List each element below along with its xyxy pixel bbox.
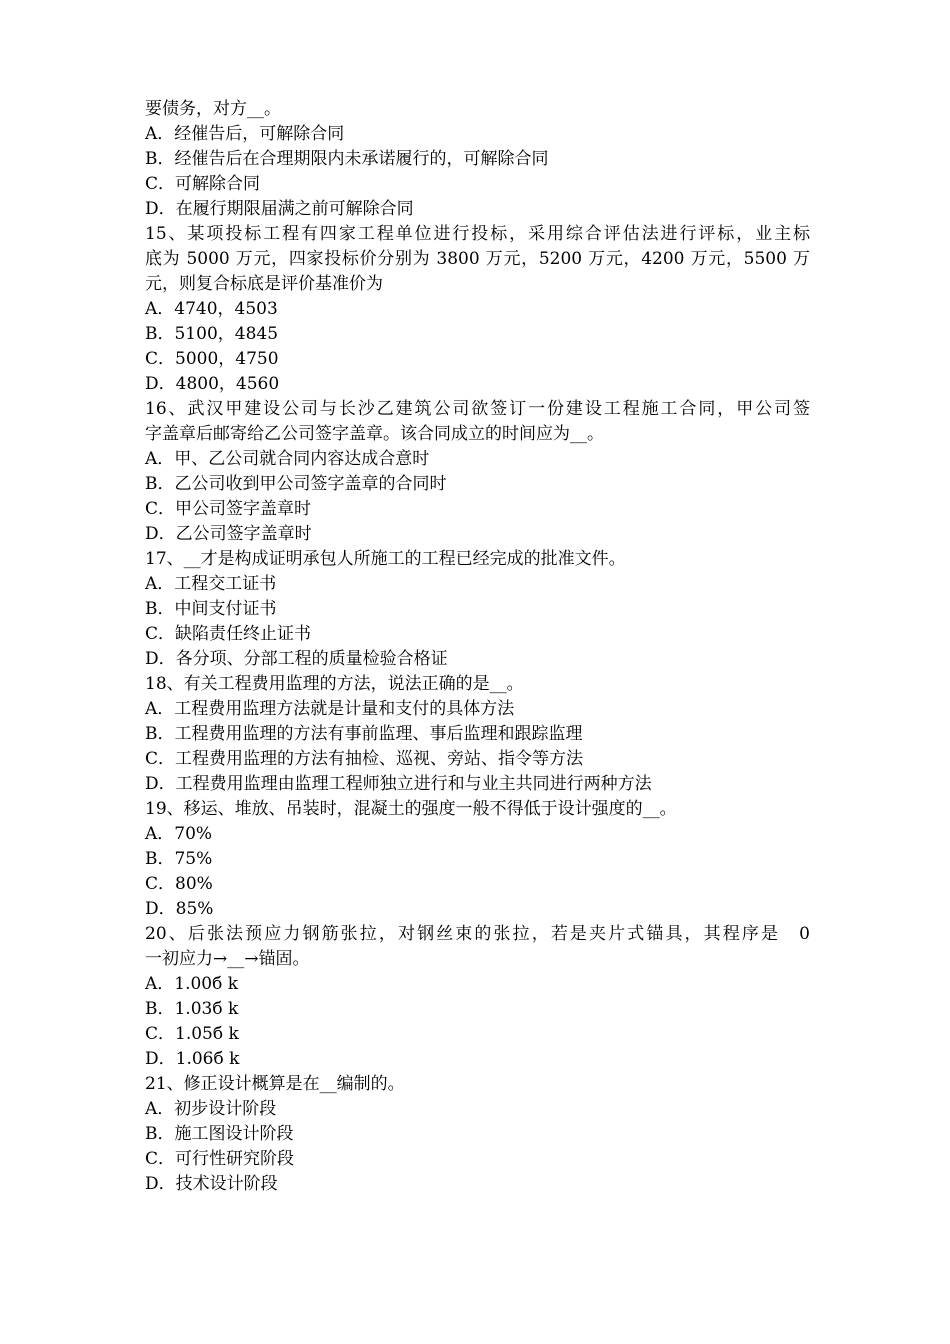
question-line: 16、武汉甲建设公司与长沙乙建筑公司欲签订一份建设工程施工合同，甲公司签 [145,399,810,419]
option-line: A．甲、乙公司就合同内容达成合意时 [145,449,430,469]
question-line: 底为 5000 万元，四家投标价分别为 3800 万元，5200 万元，4200 万元，5500 万 [145,249,810,269]
option-line: A．工程交工证书 [145,574,277,594]
question-line: 19、移运、堆放、吊装时，混凝土的强度一般不得低于设计强度的__。 [145,799,677,819]
option-line: A．初步设计阶段 [145,1099,277,1119]
option-line: A．工程费用监理方法就是计量和支付的具体方法 [145,699,515,719]
option-line: C．工程费用监理的方法有抽检、巡视、旁站、指令等方法 [145,749,584,769]
option-line: A．4740，4503 [145,299,278,319]
option-line: B．1.03б k [145,999,239,1019]
option-line: C．1.05б k [145,1024,239,1044]
option-line: B．75% [145,849,213,869]
option-line: D．技术设计阶段 [145,1174,278,1194]
option-line: D．各分项、分部工程的质量检验合格证 [145,649,448,669]
option-line: A．经催告后，可解除合同 [145,124,345,144]
question-line: 15、某项投标工程有四家工程单位进行投标，采用综合评估法进行评标，业主标 [145,224,810,244]
option-line: A．70% [145,824,213,844]
question-line: 18、有关工程费用监理的方法，说法正确的是__。 [145,674,524,694]
option-line: B．中间支付证书 [145,599,277,619]
option-line: C．5000，4750 [145,349,279,369]
option-line: D．1.06б k [145,1049,240,1069]
question-line: 21、修正设计概算是在__编制的。 [145,1074,405,1094]
option-line: D．乙公司签字盖章时 [145,524,312,544]
option-line: D．4800，4560 [145,374,280,394]
option-line: D．工程费用监理由监理工程师独立进行和与业主共同进行两种方法 [145,774,652,794]
option-line: C．可行性研究阶段 [145,1149,295,1169]
question-line: 字盖章后邮寄给乙公司签字盖章。该合同成立的时间应为__。 [145,424,604,444]
option-line: B．经催告后在合理期限内未承诺履行的，可解除合同 [145,149,549,169]
option-line: C．缺陷责任终止证书 [145,624,312,644]
question-line: 17、__才是构成证明承包人所施工的工程已经完成的批准文件。 [145,549,626,569]
option-line: A．1.00б k [145,974,239,994]
question-line: 20、后张法预应力钢筋张拉，对钢丝束的张拉，若是夹片式锚具，其程序是 0 [145,924,810,944]
option-line: D．85% [145,899,214,919]
option-line: B．工程费用监理的方法有事前监理、事后监理和跟踪监理 [145,724,583,744]
option-line: C．80% [145,874,213,894]
option-line: B．施工图设计阶段 [145,1124,294,1144]
question-line: 元，则复合标底是评价基准价为 [145,274,383,294]
option-line: C．可解除合同 [145,174,261,194]
option-line: B．乙公司收到甲公司签字盖章的合同时 [145,474,447,494]
text-line: 要债务，对方__。 [145,99,281,119]
option-line: B．5100，4845 [145,324,279,344]
option-line: C．甲公司签字盖章时 [145,499,312,519]
option-line: D．在履行期限届满之前可解除合同 [145,199,414,219]
document-page [145,97,810,1197]
question-line: 一初应力→__→锚固。 [145,949,310,969]
